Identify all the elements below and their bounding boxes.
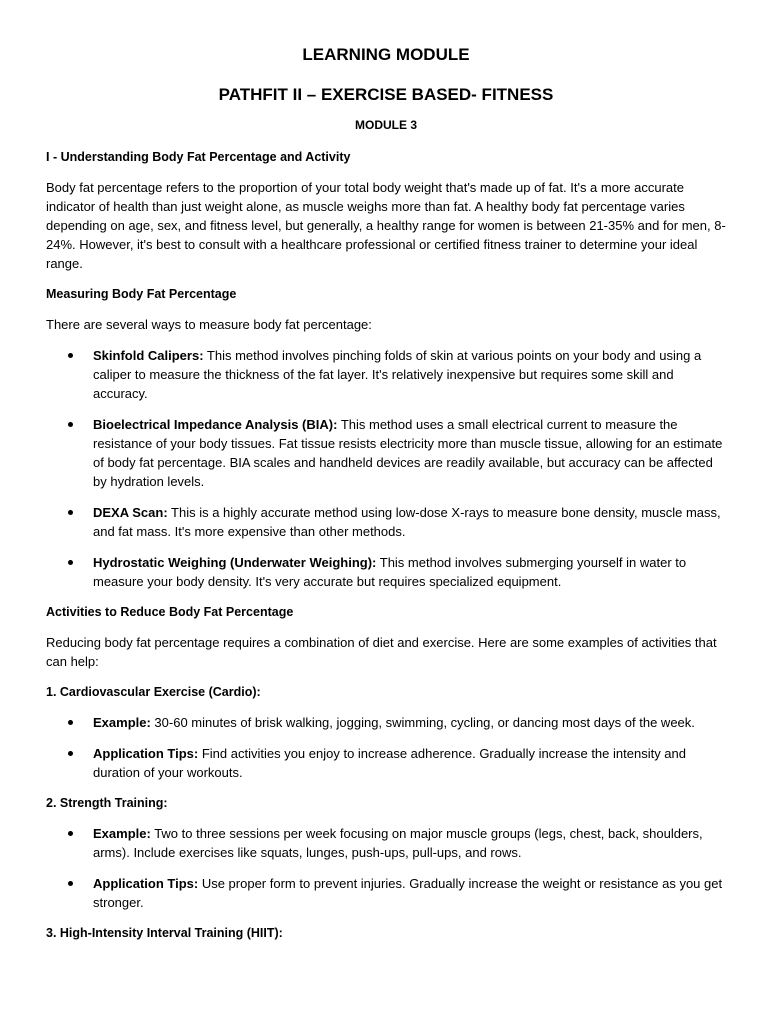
list-item: [46, 553, 726, 591]
cardio-list: [46, 713, 726, 782]
activities-intro: Reducing body fat percentage requires a combination of diet and exercise. Here are some examples of activities that can help:: [46, 635, 717, 669]
list-item-term: Example:: [93, 826, 151, 841]
bullet-icon: [68, 353, 73, 358]
list-item-text: Use proper form to prevent injuries. Gradually increase the weight or resistance as you get stronger.: [93, 876, 723, 910]
bullet-icon: [68, 881, 73, 886]
measuring-heading: Measuring Body Fat Percentage: [46, 287, 237, 301]
list-item-text: Find activities you enjoy to increase adherence. Gradually increase the intensity and duration of your workouts.: [93, 746, 686, 780]
list-item-text: This method involves pinching folds of skin at various points on your body and using a caliper to measure the thickness of the fat layer. It's relatively inexpensive but requires some skill and accuracy.: [93, 348, 702, 401]
list-item-text: 30-60 minutes of brisk walking, jogging, swimming, cycling, or dancing most days of the week.: [150, 715, 695, 730]
list-item-text: Two to three sessions per week focusing on major muscle groups (legs, chest, back, shoulders, arms). Include exercises like squats, lunges, push-ups, pull-ups, and rows.: [93, 826, 703, 860]
body-fat-paragraph: Body fat percentage refers to the proportion of your total body weight that's made up of fat. It's a more accurate indicator of health than just weight alone, as muscle weighs more than fat. A healthy body fat percentage varies depending on age, sex, and fitness level, but generally, a healthy range for women is between 21-35% and for men, 8-24%. However, it's best to consult with a healthcare professional or certified fitness trainer to determine your ideal range.: [46, 180, 726, 271]
list-item: [46, 713, 726, 732]
list-item-text: This method uses a small electrical current to measure the resistance of your body tissues. Fat tissue resists electricity more than muscle tissue, allowing for an estimate of body fat percentage. BIA scales and handheld devices are readily available, but accuracy can be affected by hydration levels.: [93, 417, 723, 489]
list-item-term: DEXA Scan:: [93, 505, 168, 520]
list-item-term: Application Tips:: [93, 876, 199, 891]
list-item: [46, 874, 726, 912]
strength-list: [46, 824, 726, 912]
bullet-icon: [68, 720, 73, 725]
list-item-term: Bioelectrical Impedance Analysis (BIA):: [93, 417, 338, 432]
module-number: MODULE 3: [354, 118, 417, 132]
list-item: [46, 415, 726, 491]
document-content: [46, 43, 726, 954]
bullet-icon: [68, 422, 73, 427]
list-item: [46, 346, 726, 403]
document-title: LEARNING MODULE: [302, 45, 470, 64]
bullet-icon: [68, 560, 73, 565]
list-item-term: Example:: [93, 715, 151, 730]
list-item: [46, 744, 726, 782]
section-heading-body-fat: I - Understanding Body Fat Percentage and Activity: [46, 150, 351, 164]
strength-heading: 2. Strength Training:: [46, 796, 168, 810]
list-item: [46, 503, 726, 541]
list-item-text: This method involves submerging yourself in water to measure your body density. It's very accurate but requires specialized equipment.: [93, 555, 687, 589]
bullet-icon: [68, 510, 73, 515]
hiit-heading: 3. High-Intensity Interval Training (HIIT):: [46, 926, 283, 940]
list-item-term: Application Tips:: [93, 746, 199, 761]
list-item: [46, 824, 726, 862]
cardio-heading: 1. Cardiovascular Exercise (Cardio):: [46, 685, 261, 699]
measuring-methods-list: [46, 346, 726, 591]
bullet-icon: [68, 751, 73, 756]
bullet-icon: [68, 831, 73, 836]
activities-heading: Activities to Reduce Body Fat Percentage: [46, 605, 294, 619]
course-title: PATHFIT II – EXERCISE BASED- FITNESS: [218, 85, 554, 104]
list-item-term: Skinfold Calipers:: [93, 348, 204, 363]
list-item-text: This is a highly accurate method using low-dose X-rays to measure bone density, muscle mass, and fat mass. It's more expensive than other methods.: [93, 505, 721, 539]
measuring-intro: There are several ways to measure body fat percentage:: [46, 317, 372, 332]
list-item-term: Hydrostatic Weighing (Underwater Weighing):: [93, 555, 377, 570]
